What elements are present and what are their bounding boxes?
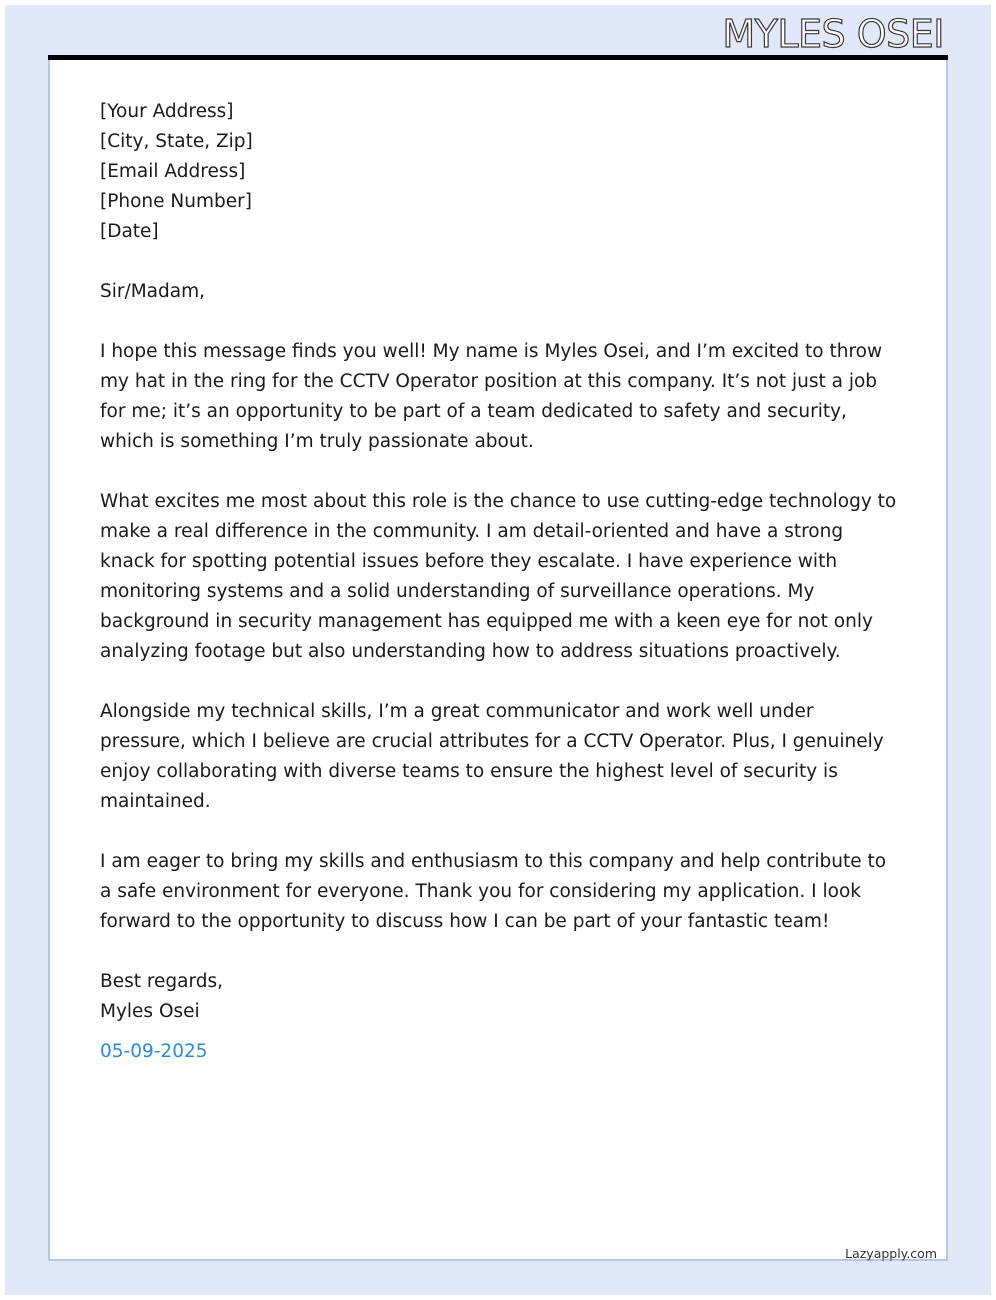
sender-date: [Date] — [100, 221, 159, 242]
applicant-name-heading: MYLES OSEI — [722, 12, 944, 56]
signed-date: 05-09-2025 — [100, 1041, 208, 1062]
sender-block — [100, 97, 900, 247]
salutation: Sir/Madam, — [100, 281, 206, 302]
sender-city-state-zip: [City, State, Zip] — [100, 131, 253, 152]
signature: Myles Osei — [100, 1001, 200, 1022]
body-paragraph-1: I hope this message finds you well! My name is Myles Osei, and I’m excited to throw my hat in the ring for the CCTV Operator position at this company. It’s not just a job for me; it’s an opportunity to be part of a team dedicated to safety and security, which is something I’m truly passionate about. — [100, 341, 883, 452]
letter-body — [100, 97, 900, 1067]
body-paragraph-2: What excites me most about this role is the chance to use cutting-edge technology to make a real difference in the community. I am detail-oriented and have a strong knack for spotting potential issues before they escalate. I have experience with monitoring systems and a solid understanding of surveillance operations. My background in security management has equipped me with a keen eye for not only analyzing footage but also understanding how to address situations proactively. — [100, 491, 897, 662]
body-paragraph-4: I am eager to bring my skills and enthusiasm to this company and help contribute to a safe environment for everyone. Thank you for considering my application. I look forward to the opportunity to discuss how I can be part of your fantastic team! — [100, 851, 887, 932]
sender-address: [Your Address] — [100, 101, 234, 122]
sender-email: [Email Address] — [100, 161, 246, 182]
closing-block — [100, 967, 900, 1067]
closing: Best regards, — [100, 971, 224, 992]
body-paragraph-3: Alongside my technical skills, I’m a great communicator and work well under pressure, which I believe are crucial attributes for a CCTV Operator. Plus, I genuinely enjoy collaborating with diverse teams to ensure the highest level of security is maintained. — [100, 701, 884, 812]
watermark: Lazyapply.com — [845, 1246, 937, 1261]
sender-phone: [Phone Number] — [100, 191, 252, 212]
